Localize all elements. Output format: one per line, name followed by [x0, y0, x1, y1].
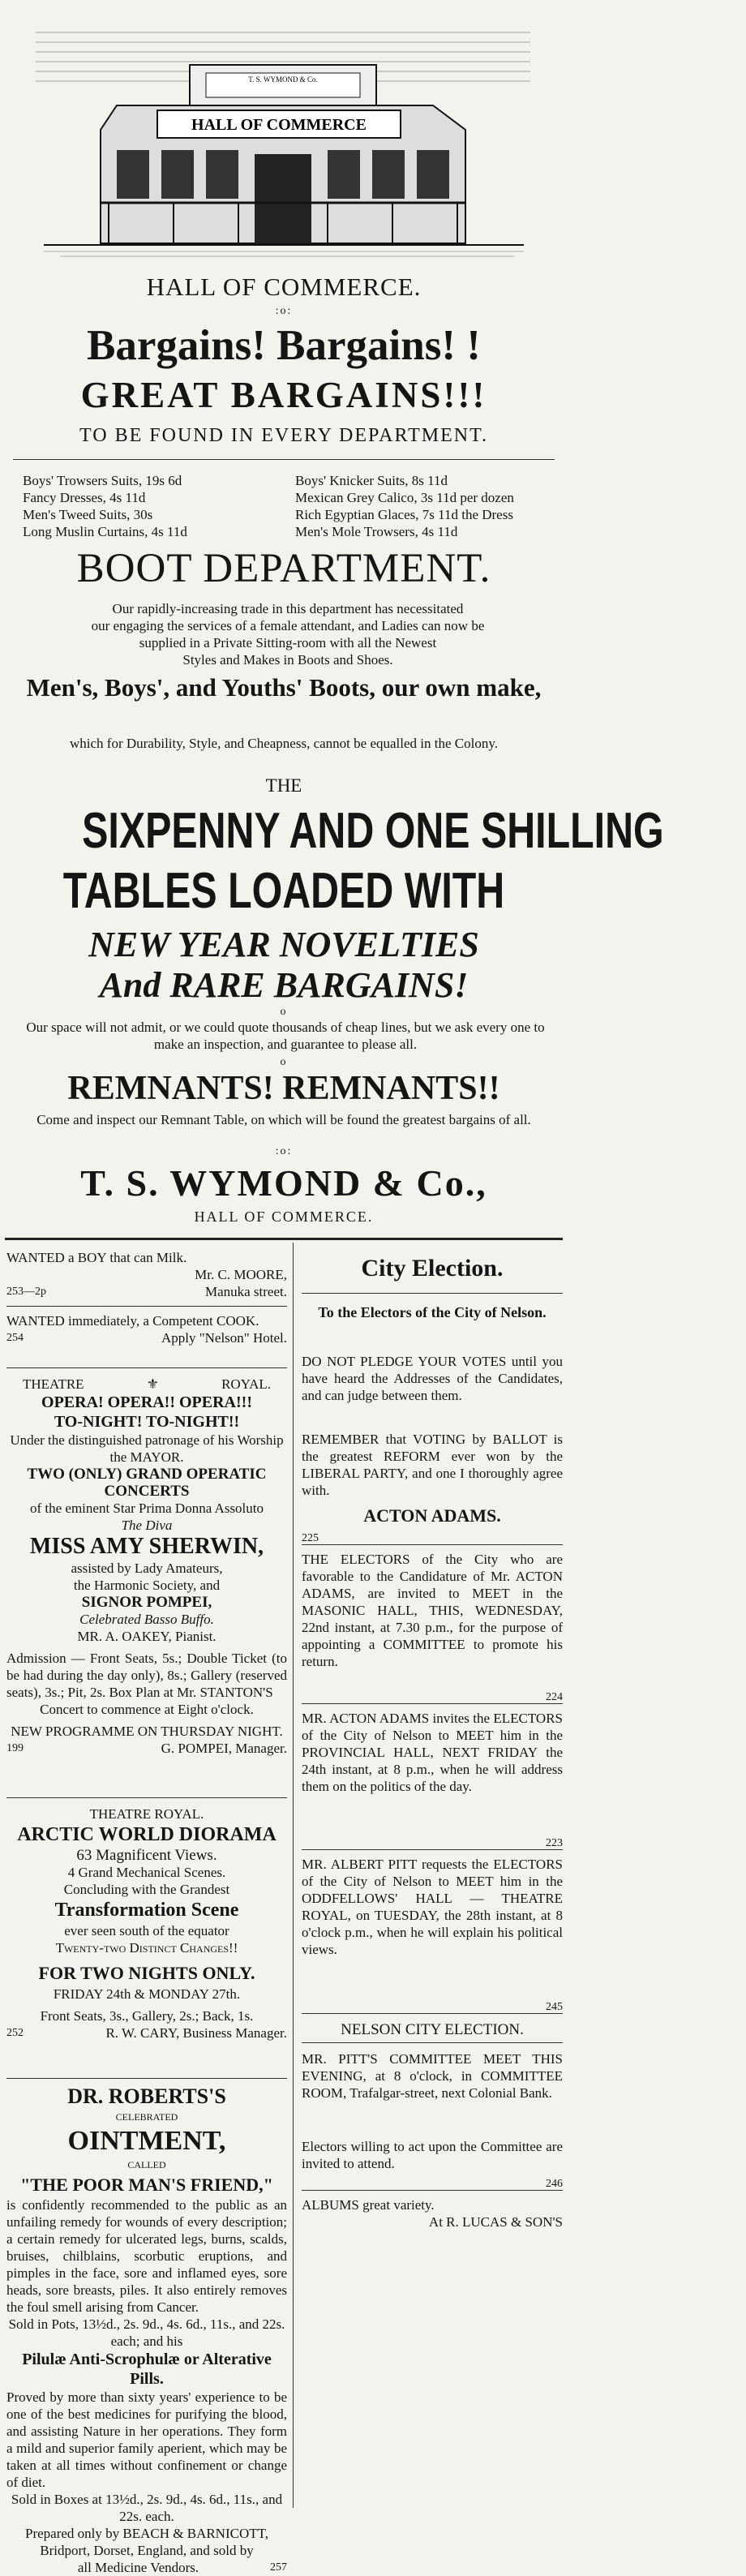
price-item: Boys' Knicker Suits, 8s 11d	[295, 473, 448, 488]
theatre-head: THEATRE ROYAL.	[89, 1806, 204, 1822]
assisted-text: assisted by Lady Amateurs,	[71, 1561, 223, 1576]
ointment-head: DR. ROBERTS'S	[67, 2084, 226, 2108]
sign-top-text: T. S. WYMOND & Co.	[248, 75, 318, 84]
miss-sherwin: MISS AMY SHERWIN,	[29, 1534, 264, 1559]
boot-department-text	[49, 600, 527, 668]
great-bargains-heading: GREAT BARGAINS!!!	[80, 375, 487, 415]
column-divider	[293, 1243, 294, 2508]
wymond-advert	[0, 0, 664, 1387]
divider	[302, 2190, 563, 2191]
basso-text: Celebrated Basso Buffo.	[79, 1612, 214, 1627]
novelties-line: And RARE BARGAINS!	[99, 965, 469, 1005]
pitt-committee-ad: MR. PITT'S COMMITTEE MEET THIS EVENING, at 8 o'clock, in COMMITTEE ROOM, Trafalgar-street, next Colonial Bank.	[302, 2051, 563, 2101]
ad-text: WANTED immediately, a Competent COOK.	[6, 1313, 259, 1329]
celebrated-label: CELEBRATED	[115, 2111, 178, 2123]
price-item: Boys' Trowsers Suits, 19s 6d	[23, 473, 182, 488]
right-column	[302, 1249, 563, 2506]
albums-line: ALBUMS great variety.	[302, 2197, 435, 2213]
separator: :o:	[275, 305, 293, 317]
sixpenny-heading	[0, 801, 664, 921]
do-not-pledge-ad: DO NOT PLEDGE YOUR VOTES until you have heard the Addresses of the Candidates, and can judge between them.	[302, 1354, 563, 1403]
harmonic-text: the Harmonic Society, and	[73, 1578, 221, 1593]
price-item: Fancy Dresses, 4s 11d	[23, 490, 146, 505]
hall-of-commerce-engraving	[28, 8, 540, 261]
ad-number: 252	[6, 2027, 24, 2039]
wymond-name: T. S. WYMOND & Co.,	[80, 1162, 487, 1204]
tonight-line: TO-NIGHT! TO-NIGHT!!	[54, 1413, 240, 1431]
found-line: TO BE FOUND IN EVERY DEPARTMENT.	[79, 425, 488, 446]
manager-text: G. POMPEI, Manager.	[161, 1741, 287, 1756]
concert-time: Concert to commence at Eight o'clock.	[40, 1702, 254, 1717]
ad-number: 225	[302, 1532, 319, 1544]
poor-mans-friend: "THE POOR MAN'S FRIEND,"	[20, 2175, 273, 2195]
divider	[5, 1238, 563, 1240]
ointment-ad	[6, 2084, 287, 2576]
ad-name: Mr. C. MOORE,	[195, 1267, 287, 1282]
divider	[302, 2042, 563, 2043]
divider	[6, 1367, 287, 1368]
boxes-line: Sold in Boxes at 13½d., 2s. 9d., 4s. 6d., 11s., and 22s. each.	[11, 2492, 283, 2524]
nelson-city-election: NELSON CITY ELECTION.	[341, 2021, 524, 2038]
divider	[13, 459, 555, 460]
ointment-name: OINTMENT,	[67, 2126, 226, 2156]
eminent-text: of the eminent Star Prima Donna Assoluto	[29, 1501, 264, 1516]
boot-line: Styles and Makes in Boots and Shoes.	[182, 652, 393, 668]
price-item: Mexican Grey Calico, 3s 11d per dozen	[295, 490, 514, 505]
novelties-line: NEW YEAR NOVELTIES	[88, 925, 479, 964]
price-item: Men's Tweed Suits, 30s	[23, 507, 153, 522]
sold-line: Sold in Pots, 13½d., 2s. 9d., 4s. 6d., 11s., and 22s. each; and his	[8, 2316, 285, 2349]
two-nights-heading: FOR TWO NIGHTS ONLY.	[38, 1963, 255, 1983]
manager-text: R. W. CARY, Business Manager.	[105, 2025, 287, 2041]
diorama-title: ARCTIC WORLD DIORAMA	[17, 1824, 277, 1845]
concerts-heading: TWO (ONLY) GRAND OPERATIC CONCERTS	[27, 1466, 267, 1500]
albert-pitt-ad: MR. ALBERT PITT requests the ELECTORS of the City of Nelson to MEET him in the ODDFELLOWS' HALL — THEATRE ROYAL, on TUESDAY, the 28th instant, at 8 o'clock p.m., when he will explain his political views.	[302, 1857, 563, 1957]
mens-boots-heading: Men's, Boys', and Youths' Boots, our own make,	[26, 673, 542, 702]
ad-number: 257	[269, 2561, 287, 2574]
boot-line: our engaging the services of a female attendant, and Ladies can now be	[91, 618, 485, 633]
seen-line: ever seen south of the equator	[64, 1923, 229, 1938]
divider	[302, 1544, 563, 1545]
ad-number: 246	[546, 2178, 563, 2190]
diva-text: The Diva	[121, 1518, 173, 1533]
left-column	[6, 1249, 287, 2575]
bargains-heading: Bargains! Bargains! !	[87, 322, 481, 369]
divider	[6, 1306, 287, 1307]
dates-line: FRIDAY 24th & MONDAY 27th.	[53, 1986, 241, 2002]
boot-department-heading: BOOT DEPARTMENT.	[76, 546, 491, 591]
patronage-text: Under the distinguished patronage of his Worship the MAYOR.	[10, 1432, 284, 1465]
remnants-text: Come and inspect our Remnant Table, on which will be found the greatest bargains of all.	[36, 1112, 531, 1127]
separator: o	[280, 1056, 288, 1068]
theatre-head: ROYAL.	[221, 1376, 271, 1392]
lucas-line: At R. LUCAS & SON'S	[428, 2214, 563, 2230]
price-list-right	[295, 472, 514, 540]
ointment-body: is confidently recommended to the public as an unfailing remedy for wounds of every description; a certain remedy for ulcerated legs, burns, scalds, bruises, chilblains, scorbutic eruptions, and pimples in the face, sore and inflamed eyes, sore heads, sore breasts, piles. It also entirely removes the foul smell arising from Cancer.	[6, 2197, 287, 2315]
sixpenny-line: TABLES LOADED WITH	[62, 863, 505, 919]
ad-number: 253—2p	[6, 1286, 46, 1298]
transformation-heading: Transformation Scene	[54, 1900, 239, 1921]
acton-adams-signature: ACTON ADAMS.	[363, 1505, 501, 1526]
remnants-heading: REMNANTS! REMNANTS!!	[67, 1070, 500, 1107]
hall-footer: HALL OF COMMERCE.	[194, 1209, 374, 1225]
city-election-heading: City Election.	[361, 1255, 504, 1282]
ad-number: 224	[546, 1691, 563, 1703]
views-line: 63 Magnificent Views.	[76, 1847, 217, 1864]
changes-line: Twenty-two Distinct Changes!!	[55, 1940, 238, 1956]
royal-crest-icon: ⚜	[146, 1376, 159, 1392]
albums-ad	[302, 2196, 563, 2230]
signor-pompei: SIGNOR POMPEI,	[81, 1594, 212, 1611]
novelties-heading	[0, 925, 568, 1006]
divider	[6, 2078, 287, 2079]
electors-willing-text: Electors willing to act upon the Committee are invited to attend.	[302, 2139, 563, 2171]
boy-wanted-ad	[6, 1249, 287, 1300]
mens-boots-text: which for Durability, Style, and Cheapness, cannot be equalled in the Colony.	[70, 736, 498, 751]
sixpenny-line: SIXPENNY AND ONE SHILLING	[82, 803, 664, 859]
pianist-text: MR. A. OAKEY, Pianist.	[77, 1629, 217, 1644]
prepared-line: Prepared only by BEACH & BARNICOTT, Bridport, Dorset, England, and sold by	[25, 2526, 268, 2558]
theatre-head: THEATRE	[23, 1376, 84, 1392]
divider	[302, 1703, 563, 1704]
programme-text: NEW PROGRAMME ON THURSDAY NIGHT.	[11, 1724, 283, 1739]
separator: :o:	[275, 1145, 293, 1157]
boot-line: supplied in a Private Sitting-room with all the Newest	[139, 635, 437, 650]
ad-text: WANTED a BOY that can Milk.	[6, 1250, 187, 1265]
ad-number: 254	[6, 1332, 24, 1344]
price-item: Long Muslin Curtains, 4s 11d	[23, 524, 187, 539]
divider	[6, 1797, 287, 1798]
boot-line: Our rapidly-increasing trade in this department has necessitated	[112, 601, 464, 616]
to-electors: To the Electors of the City of Nelson.	[318, 1304, 547, 1320]
electors-meeting-ad: THE ELECTORS of the City who are favorable to the Candidature of Mr. ACTON ADAMS, are invited to MEET in the MASONIC HALL, THIS, WEDNESDAY, 22nd instant, at 7.30 p.m., for the purpose of appointing a COMMITTEE to promote his return.	[302, 1552, 563, 1669]
acton-invites-ad: MR. ACTON ADAMS invites the ELECTORS of the City of Nelson to MEET him in the PROVINCIAL HALL, NEXT FRIDAY the 24th instant, at 8 p.m., when he will address them on the politics of the day.	[302, 1711, 563, 1794]
cook-wanted-ad	[6, 1312, 287, 1346]
divider	[302, 1293, 563, 1294]
mech-line: 4 Grand Mechanical Scenes.	[67, 1865, 226, 1880]
remember-ad: REMEMBER that VOTING by BALLOT is the greatest REFORM ever won by the LIBERAL PARTY, and one I thoroughly agree with.	[302, 1432, 563, 1498]
ad-number: 245	[546, 2001, 563, 2013]
sign-main-text: HALL OF COMMERCE	[191, 116, 367, 134]
divider	[302, 2013, 563, 2014]
vendors-line: all Medicine Vendors.	[77, 2560, 199, 2575]
concluding-line: Concluding with the Grandest	[63, 1882, 230, 1897]
ad-number: 199	[6, 1742, 24, 1754]
price-item: Rich Egyptian Glaces, 7s 11d the Dress	[295, 507, 513, 522]
opera-line: OPERA! OPERA!! OPERA!!!	[41, 1393, 252, 1411]
space-text: Our space will not admit, or we could quote thousands of cheap lines, but we ask every one to make an inspection, and guarantee to please all.	[26, 1020, 545, 1052]
hall-title: HALL OF COMMERCE.	[146, 273, 422, 301]
called-label: CALLED	[127, 2159, 166, 2170]
divider	[302, 1849, 563, 1850]
ad-number: 223	[546, 1837, 563, 1849]
price-item: Men's Mole Trowsers, 4s 11d	[295, 524, 458, 539]
theatre-opera-ad	[6, 1376, 287, 1757]
separator: o	[280, 1006, 288, 1018]
admission-text: Admission — Front Seats, 5s.; Double Ticket (to be had during the day only), 8s.; Gallery (reserved seats), 3s.; Pit, 2s. Box Plan at Mr. STANTON'S	[6, 1651, 287, 1700]
pills-body: Proved by more than sixty years' experience to be one of the best medicines for purifying the blood, and assisting Nature in her operations. They form a mild and superior family aperient, which may be taken at all times without confinement or change of diet.	[6, 2389, 287, 2490]
pilulae-heading: Pilulæ Anti-Scrophulæ or Alterative Pills.	[22, 2351, 272, 2388]
prices-line: Front Seats, 3s., Gallery, 2s.; Back, 1s.	[40, 2008, 254, 2024]
diorama-ad	[6, 1805, 287, 2041]
the-label: THE	[265, 775, 302, 796]
ad-apply: Apply "Nelson" Hotel.	[161, 1330, 287, 1346]
ad-place: Manuka street.	[204, 1284, 287, 1299]
price-list-left	[23, 472, 187, 540]
